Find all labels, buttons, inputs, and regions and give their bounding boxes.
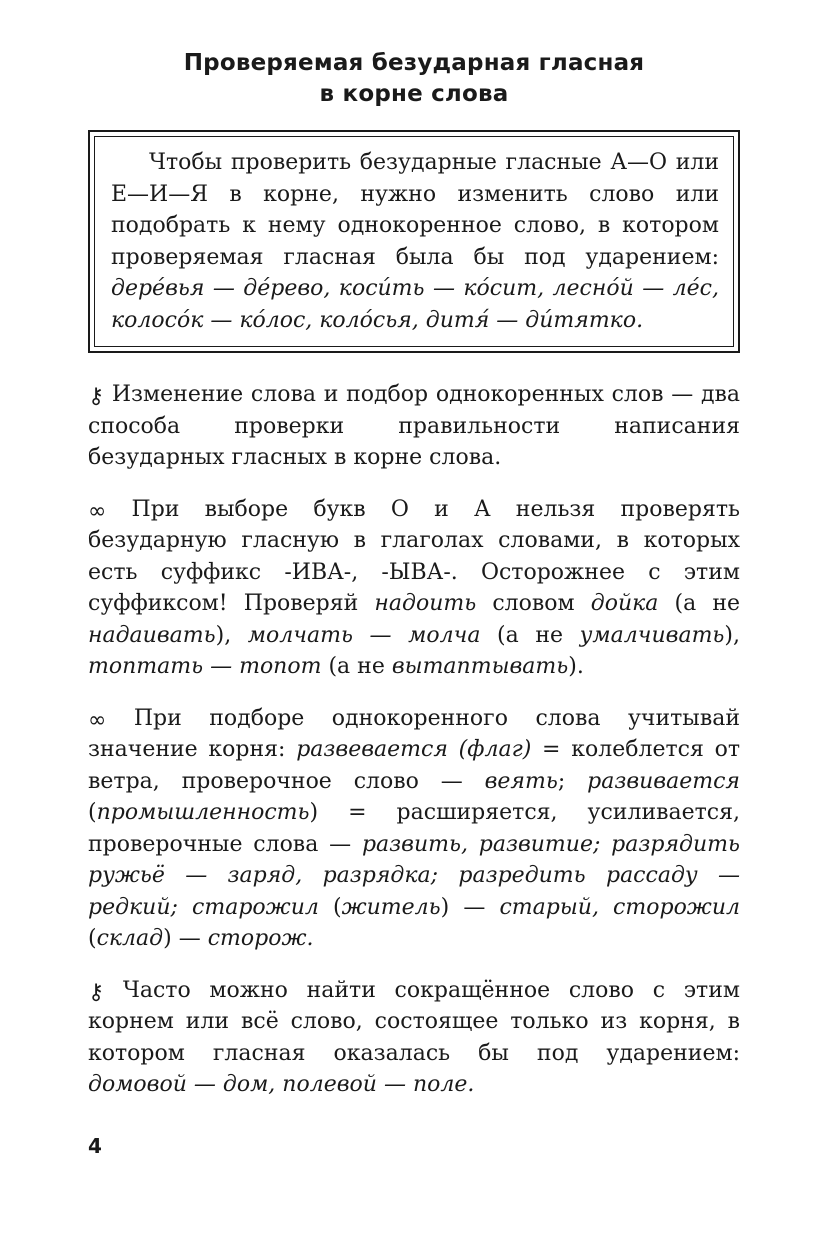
example: домовой — дом, полевой — поле. — [88, 1072, 475, 1097]
example: промышленность — [96, 800, 310, 825]
infinity-icon: ∞ — [88, 498, 107, 524]
example: веять — [484, 768, 558, 794]
example: склад — [96, 926, 164, 951]
text: ) — — [440, 894, 500, 920]
title-line-1: Проверяемая безударная гласная — [183, 50, 645, 76]
text: (а не — [321, 654, 392, 679]
key-icon: ⚷ — [88, 384, 105, 409]
example: молчать — молча — [247, 622, 481, 648]
page-title — [88, 48, 740, 110]
rule-main-text: Чтобы проверить безударные гласные А—О или Е—И—Я в корне, нужно изменить слово или подобрать к нему однокоренное слово, в котором проверяемая гласная была бы под ударением: — [111, 150, 719, 270]
text: = колеблется от ветра, проверочное слово — — [88, 737, 740, 794]
example: дойка — [590, 591, 659, 616]
text: ), — [215, 622, 248, 648]
text: При выборе букв О и А нельзя проверять безударную гласную в глаголах словами, в которых есть суффикс -ИВА-, -ЫВА-. Осторожнее с этим суффиксом! Проверяй — [88, 496, 741, 616]
paragraph-text: Изменение слова и подбор однокоренных слов — два способа проверки правильности написания безударных гласных в корне слова. — [88, 382, 741, 470]
page-number: 4 — [88, 1134, 102, 1158]
text: ). — [568, 654, 584, 679]
text: (а не — [658, 591, 741, 616]
paragraph-note-1 — [88, 494, 740, 683]
example: развить, развитие; разрядить ружьё — заряд, разрядка; разредить рассаду — редкий; старожил — [88, 831, 740, 920]
text: ) — — [163, 926, 208, 951]
infinity-icon: ∞ — [88, 707, 107, 733]
text: ) = расширяется, усиливается, проверочные слова — — [88, 800, 740, 857]
text: При подборе однокоренного слова учитывай значение корня: — [88, 705, 740, 762]
text: словом — [476, 591, 591, 616]
text: ( — [318, 894, 342, 920]
example: сторож. — [207, 926, 314, 951]
title-line-2: в корне слова — [319, 81, 509, 107]
key-icon: ⚷ — [88, 979, 105, 1005]
text: ( — [88, 926, 97, 951]
paragraph-key-2 — [88, 975, 740, 1101]
text: Часто можно найти сокращённое слово с этим корнем или всё слово, состоящее только из корня, в котором гласная оказалась бы под ударением: — [88, 977, 740, 1066]
paragraph-note-2 — [88, 703, 740, 955]
example: надаивать — [88, 622, 216, 648]
page-content — [88, 48, 740, 1101]
text: (а не — [480, 622, 580, 648]
example: умалчивать — [579, 622, 725, 648]
example: старый, сторожил — [499, 894, 740, 920]
rule-text — [94, 136, 734, 347]
example: топтать — топот — [88, 654, 322, 679]
example: житель — [341, 894, 441, 920]
rule-box — [88, 130, 740, 353]
example: надоить — [374, 591, 477, 616]
example: развивается — [587, 768, 740, 794]
text: ), — [724, 622, 740, 648]
rule-examples: дерéвья — дéрево, косúть — кóсит, леснóй — лéс, колосóк — кóлос, колóсья, дитя́ — дúтятко. — [111, 276, 719, 333]
example: развевается (флаг) — [296, 737, 532, 762]
example: вытаптывать — [391, 654, 569, 679]
text: ( — [88, 800, 97, 825]
text: ; — [557, 768, 588, 794]
paragraph-key-1 — [88, 379, 740, 474]
